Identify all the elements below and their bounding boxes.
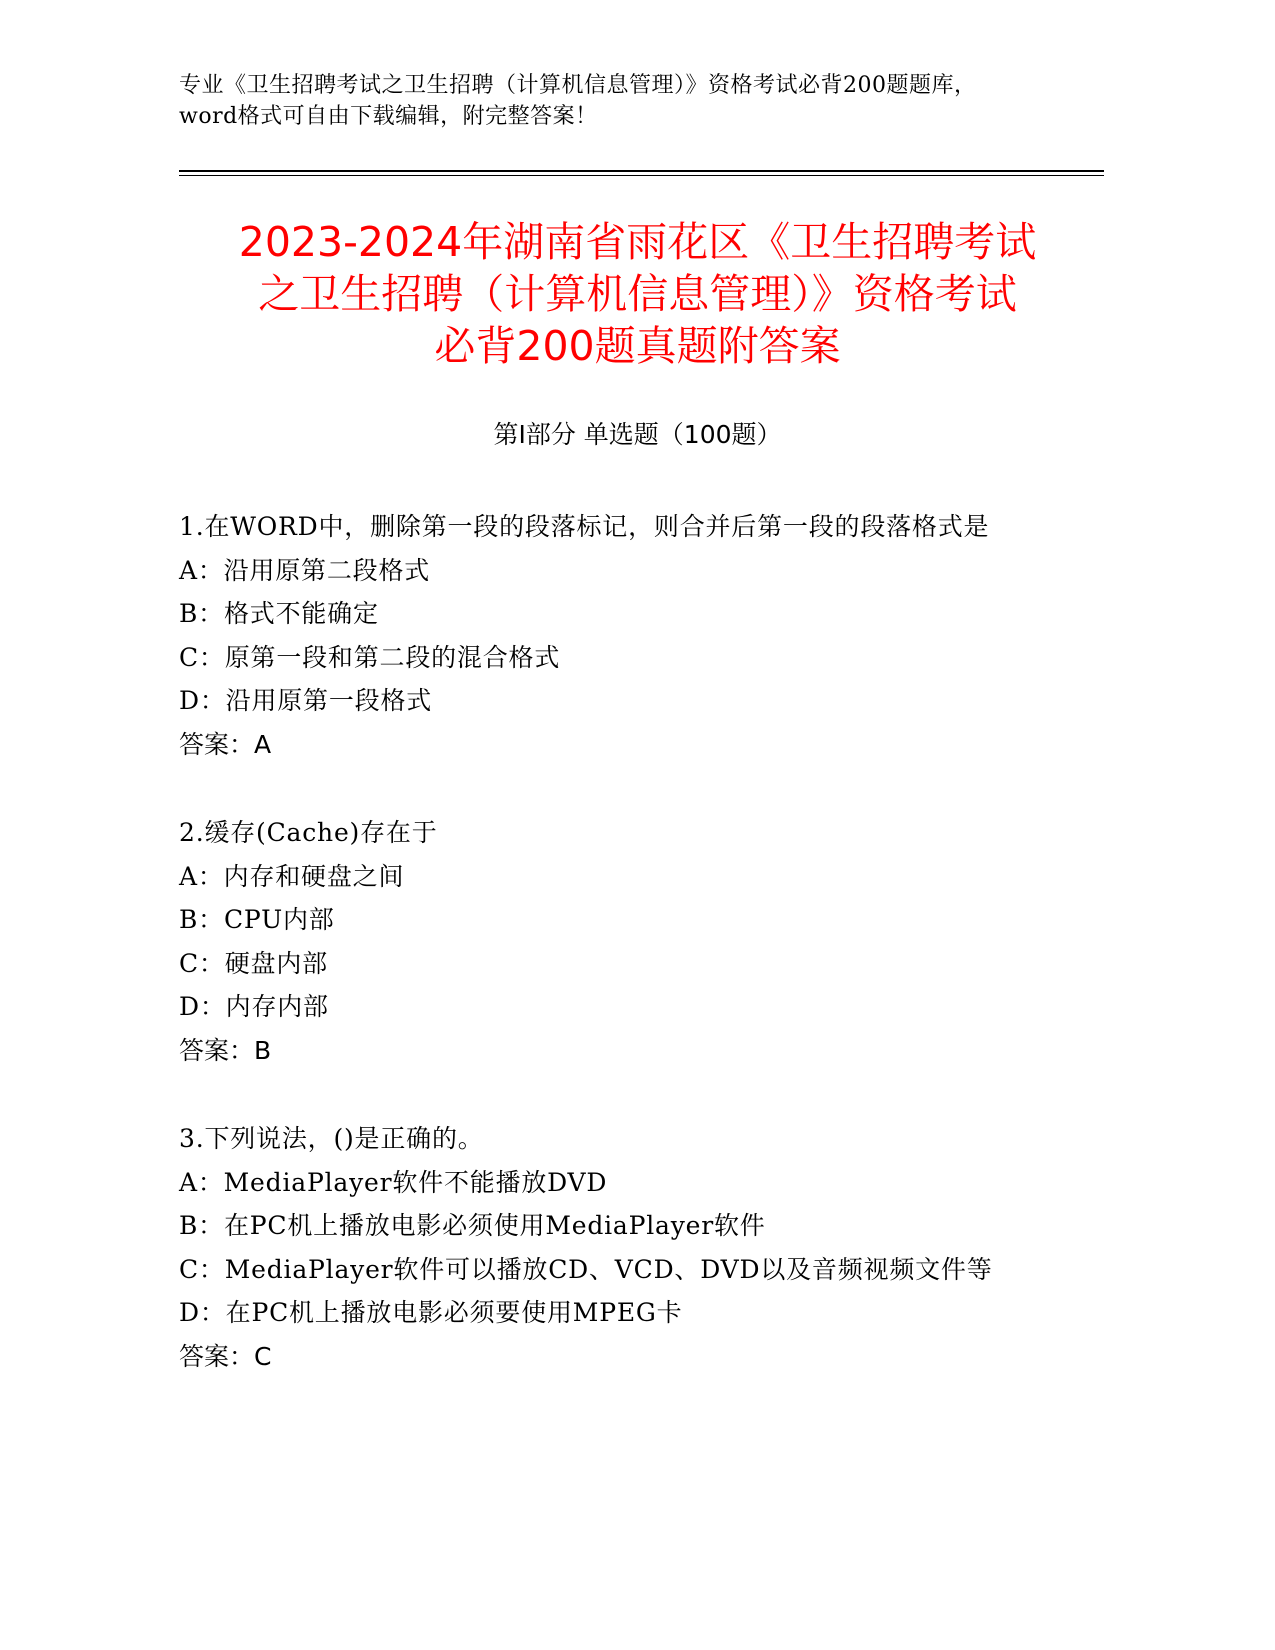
question-stem: 1.在WORD中，删除第一段的段落标记，则合并后第一段的段落格式是 (179, 512, 990, 541)
document-header-note (179, 70, 1099, 132)
option-d: D：在PC机上播放电影必须要使用MPEG卡 (179, 1298, 683, 1327)
header-note-line-2: word格式可自由下载编辑，附完整答案！ (179, 104, 598, 129)
option-b: B：CPU内部 (179, 905, 335, 934)
section-heading: 第Ⅰ部分 单选题（100题） (493, 420, 782, 449)
question-item (179, 505, 1119, 766)
option-c: C：MediaPlayer软件可以播放CD、VCD、DVD以及音频视频文件等 (179, 1254, 993, 1284)
question-stem: 2.缓存(Cache)存在于 (179, 818, 438, 847)
document-title (150, 216, 1125, 372)
question-item (179, 1117, 1119, 1378)
option-a: A：内存和硬盘之间 (179, 861, 405, 891)
option-c: C：硬盘内部 (179, 948, 328, 978)
question-list (179, 505, 1119, 1423)
option-d: D：沿用原第一段格式 (179, 686, 433, 715)
header-note-line-1: 专业《卫生招聘考试之卫生招聘（计算机信息管理）》资格考试必背200题题库， (179, 73, 977, 98)
header-divider-thin (179, 175, 1104, 176)
header-divider-thick (179, 170, 1104, 172)
title-line-3: 必背200题真题附答案 (434, 322, 841, 370)
question-item (179, 811, 1119, 1072)
option-b: B：在PC机上播放电影必须使用MediaPlayer软件 (179, 1211, 766, 1240)
option-c: C：原第一段和第二段的混合格式 (179, 642, 561, 672)
option-a: A：MediaPlayer软件不能播放DVD (179, 1167, 608, 1197)
answer-line: 答案：A (179, 729, 272, 759)
option-b: B：格式不能确定 (179, 599, 379, 628)
option-a: A：沿用原第二段格式 (179, 555, 431, 585)
option-d: D：内存内部 (179, 992, 329, 1021)
title-line-1: 2023-2024年湖南省雨花区《卫生招聘考试 (238, 218, 1037, 266)
answer-line: 答案：B (179, 1035, 272, 1065)
title-line-2: 之卫生招聘（计算机信息管理）》资格考试 (258, 270, 1017, 318)
answer-line: 答案：C (179, 1341, 272, 1371)
question-stem: 3.下列说法，()是正确的。 (179, 1124, 484, 1153)
